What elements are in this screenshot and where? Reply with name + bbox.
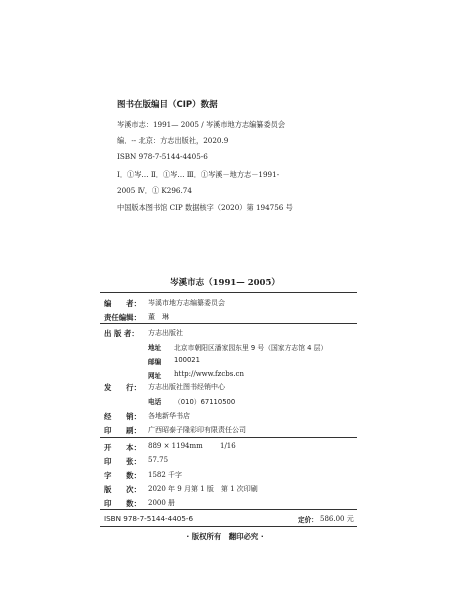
sheets-label: 印 张：: [104, 457, 141, 466]
address-value: 北京市朝阳区潘家园东里 9 号（国家方志馆 4 层）: [174, 344, 328, 352]
phone-value: （010）67110500: [174, 398, 236, 406]
divider-top: [100, 292, 357, 293]
cip-data-number: 中国版本图书馆 CIP 数据核字（2020）第 194756 号: [117, 203, 293, 212]
seller-value: 各地新华书店: [148, 412, 190, 420]
edition-label: 版 次：: [104, 485, 141, 494]
phone-label: 电话: [148, 398, 162, 406]
divider: [100, 437, 357, 438]
sheets-value: 57.75: [148, 456, 169, 464]
printer-label: 印 刷：: [104, 426, 141, 435]
print-run-value: 2000 册: [148, 499, 176, 507]
website-label: 网址: [148, 372, 162, 380]
postcode-label: 邮编: [148, 358, 162, 366]
distribution-value: 方志出版社图书经销中心: [148, 383, 225, 391]
publisher-label: 出 版 者：: [104, 329, 139, 338]
divider-bottom: [100, 526, 357, 527]
responsible-editor-label: 责任编辑：: [104, 313, 141, 322]
format-fold: 1/16: [220, 442, 236, 450]
copyright-notice: · 版权所有 翻印必究 ·: [186, 532, 264, 541]
price-label: 定价：: [298, 516, 318, 524]
cip-isbn: ISBN 978-7-5144-4405-6: [117, 152, 208, 161]
word-count-label: 字 数：: [104, 471, 141, 480]
postcode-value: 100021: [174, 356, 200, 364]
seller-label: 经 销：: [104, 412, 141, 421]
printer-value: 广西昭泰子隆彩印有限责任公司: [148, 426, 246, 434]
divider: [100, 509, 357, 510]
edition-value: 2020 年 9 月第 1 版 第 1 次印刷: [148, 485, 258, 493]
editor-value: 岑溪市地方志编纂委员会: [148, 299, 225, 307]
cip-line-2: 编．-- 北京：方志出版社，2020.9: [117, 136, 229, 145]
isbn: ISBN 978-7-5144-4405-6: [104, 514, 194, 523]
publisher-value: 方志出版社: [148, 329, 183, 337]
book-title: 岑溪市志（1991— 2005）: [170, 278, 280, 288]
cip-class-line-1: Ⅰ．①岑… Ⅱ．①岑… Ⅲ．①岑溪－地方志－1991-: [117, 170, 280, 179]
editor-label: 编 者：: [104, 299, 141, 308]
cip-heading: 图书在版编目（CIP）数据: [117, 100, 218, 110]
responsible-editor-value: 董 琳: [148, 313, 169, 321]
divider: [100, 323, 357, 324]
cip-line-1: 岑溪市志：1991— 2005 / 岑溪市地方志编纂委员会: [117, 120, 286, 129]
format-value: 889 × 1194mm: [148, 442, 203, 450]
print-run-label: 印 数：: [104, 499, 141, 508]
format-label: 开 本：: [104, 443, 141, 452]
price-value: 586.00 元: [320, 515, 354, 523]
website-value: http://www.fzcbs.cn: [174, 370, 244, 378]
word-count-value: 1582 千字: [148, 471, 183, 479]
distribution-label: 发 行：: [104, 383, 141, 392]
cip-class-line-2: 2005 Ⅳ．① K296.74: [117, 186, 192, 195]
address-label: 地址: [148, 344, 162, 352]
